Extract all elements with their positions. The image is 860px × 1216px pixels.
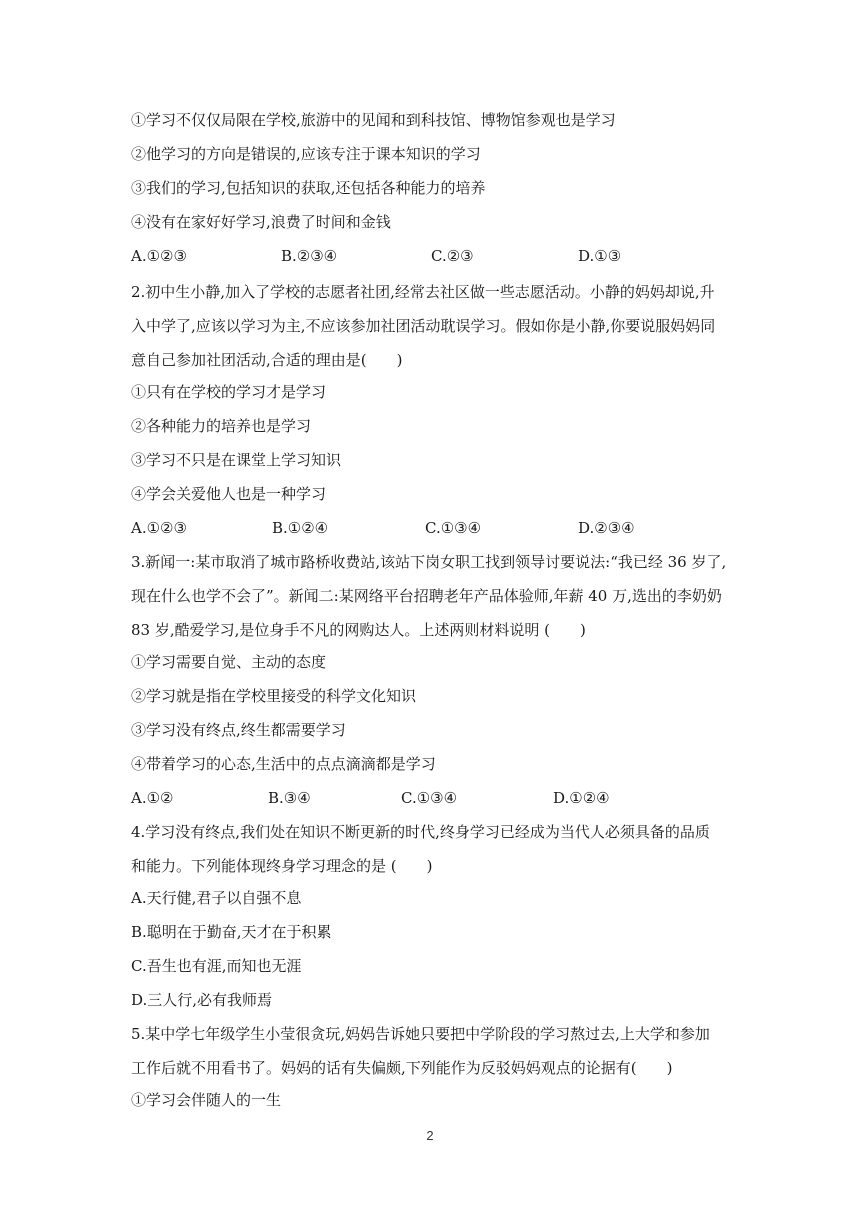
q3-item-4: ④带着学习的心态,生活中的点点滴滴都是学习 bbox=[131, 755, 436, 773]
q1-item-2: ②他学习的方向是错误的,应该专注于课本知识的学习 bbox=[131, 145, 481, 163]
q5-item-1: ①学习会伴随人的一生 bbox=[131, 1091, 282, 1109]
q2-option-d: D.②③④ bbox=[578, 519, 635, 537]
q1-options bbox=[131, 246, 731, 266]
q4-choice-b: B.聪明在于勤奋,天才在于积累 bbox=[131, 923, 332, 941]
q3-item-1: ①学习需要自觉、主动的态度 bbox=[131, 653, 327, 671]
q4-choice-d: D.三人行,必有我师焉 bbox=[131, 991, 273, 1009]
q1-item-1: ①学习不仅仅局限在学校,旅游中的见闻和到科技馆、博物馆参观也是学习 bbox=[131, 111, 616, 129]
q2-item-3: ③学习不只是在课堂上学习知识 bbox=[131, 451, 342, 469]
q1-item-4: ④没有在家好好学习,浪费了时间和金钱 bbox=[131, 213, 391, 231]
q3-options bbox=[131, 788, 731, 808]
q1-item-3: ③我们的学习,包括知识的获取,还包括各种能力的培养 bbox=[131, 179, 486, 197]
q5-stem-line-1: 5.某中学七年级学生小莹很贪玩,妈妈告诉她只要把中学阶段的学习熬过去,上大学和参加 bbox=[131, 1025, 710, 1043]
q3-item-2: ②学习就是指在学校里接受的科学文化知识 bbox=[131, 687, 417, 705]
q4-stem-line-2: 和能力。下列能体现终身学习理念的是 ( ) bbox=[131, 857, 433, 875]
q4-choice-c: C.吾生也有涯,而知也无涯 bbox=[131, 957, 302, 975]
q3-option-d: D.①②④ bbox=[553, 789, 610, 807]
q2-options bbox=[131, 518, 731, 538]
q2-item-4: ④学会关爱他人也是一种学习 bbox=[131, 485, 327, 503]
q1-option-b: B.②③④ bbox=[281, 247, 338, 265]
q1-option-a: A.①②③ bbox=[131, 247, 187, 265]
q2-stem-line-3: 意自己参加社团活动,合适的理由是( ) bbox=[131, 351, 403, 369]
q3-option-c: C.①③④ bbox=[401, 789, 458, 807]
q3-stem-line-1: 3.新闻一:某市取消了城市路桥收费站,该站下岗女职工找到领导讨要说法:“我已经 36 岁了, bbox=[131, 553, 727, 571]
q2-item-2: ②各种能力的培养也是学习 bbox=[131, 417, 312, 435]
q3-option-a: A.①② bbox=[131, 789, 174, 807]
q2-option-c: C.①③④ bbox=[425, 519, 482, 537]
q3-stem-line-2: 现在什么也学不会了”。新闻二:某网络平台招聘老年产品体验师,年薪 40 万,选出的李奶奶 bbox=[131, 587, 722, 605]
q1-option-d: D.①③ bbox=[578, 247, 622, 265]
q4-choice-a: A.天行健,君子以自强不息 bbox=[131, 889, 302, 907]
q5-stem-line-2: 工作后就不用看书了。妈妈的话有失偏颇,下列能作为反驳妈妈观点的论据有( ) bbox=[131, 1059, 673, 1077]
q2-option-b: B.①②④ bbox=[272, 519, 329, 537]
q4-stem-line-1: 4.学习没有终点,我们处在知识不断更新的时代,终身学习已经成为当代人必须具备的品质 bbox=[131, 823, 710, 841]
q2-item-1: ①只有在学校的学习才是学习 bbox=[131, 383, 327, 401]
q1-option-c: C.②③ bbox=[431, 247, 474, 265]
page-number: 2 bbox=[426, 1128, 434, 1143]
q2-stem-line-2: 入中学了,应该以学习为主,不应该参加社团活动耽误学习。假如你是小静,你要说服妈妈同 bbox=[131, 317, 716, 335]
q3-item-3: ③学习没有终点,终生都需要学习 bbox=[131, 721, 346, 739]
q3-option-b: B.③④ bbox=[268, 789, 311, 807]
q2-stem-line-1: 2.初中生小静,加入了学校的志愿者社团,经常去社区做一些志愿活动。小静的妈妈却说,升 bbox=[131, 283, 715, 301]
q2-option-a: A.①②③ bbox=[131, 519, 187, 537]
q3-stem-line-3: 83 岁,酷爱学习,是位身手不凡的网购达人。上述两则材料说明 ( ) bbox=[131, 621, 586, 639]
